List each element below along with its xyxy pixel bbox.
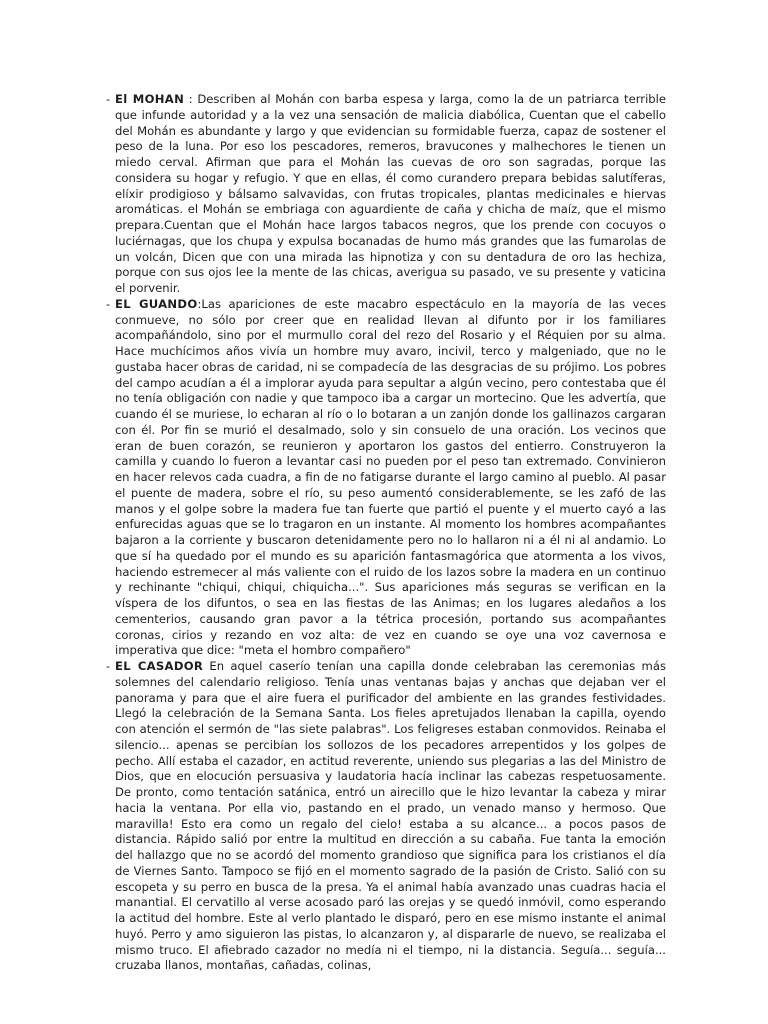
entry-term: EL GUANDO xyxy=(115,296,198,311)
entry-text: En aquel caserío tenían una capilla donde celebraban las ceremonias más solemnes del calendario religioso. Tenía unas ventanas bajas y anchas que dejaban ver el panorama y para que el aire fuera el purificador del ambiente en las grandes festividades. Llegó la celebración de la Semana Santa. Los fieles apretujados llenaban la capilla, oyendo con atención el sermón de "las siete palabras". Los feligreses estaban conmovidos. Reinaba el silencio... apenas se percibían los sollozos de los pecadores arrepentidos y los golpes de pecho. Allí estaba el cazador, en actitud reverente, uniendo sus plegarias a las del Ministro de Dios, que en elocución persuasiva y laudatoria hacía inclinar las cabezas respetuosamente. De pronto, como tentación satánica, entró un airecillo que le hizo levantar la cabeza y mirar hacia la ventana. Por ella vio, pastando en el prado, un venado manso y hermoso. Que maravilla! Esto era como un regalo del cielo! estaba a su alcance... a pocos pasos de distancia. Rápido salió por entre la multitud en dirección a su cabaña. Fue tanta la emoción del hallazgo que no se acordó del momento grandioso que significa para los cristianos el día de Viernes Santo. Tampoco se fijó en el momento sagrado de la pasión de Cristo. Salió con su escopeta y su perro en busca de la presa. Ya el animal había avanzado unas cuadras hacia el manantial. El cervatillo al verse acosado paró las orejas y se quedó inmóvil, como esperando la actitud del hombre. Este al verlo plantado le disparó, pero en ese mismo instante el animal huyó. Perro y amo siguieron las pistas, lo alcanzaron y, al dispararle de nuevo, se realizaba el mismo truco. El afiebrado cazador no medía ni el tiempo, ni la distancia. Seguía... seguía... cruzaba llanos, montañas, cañadas, colinas, xyxy=(115,659,666,973)
bullet: - xyxy=(106,296,111,311)
bullet: - xyxy=(106,92,111,106)
entry-el-mohan xyxy=(106,92,666,297)
entry-separator: : xyxy=(184,92,198,106)
entry-separator: : xyxy=(197,296,202,311)
entry-term: EL CASADOR xyxy=(115,659,204,673)
document-page xyxy=(106,92,666,974)
entry-text: Describen al Mohán con barba espesa y larga, como la de un patriarca terrible que infunde autoridad y a la vez una sensación de malicia diabólica, Cuentan que el cabello del Mohán es abundante y largo y que evidencian su formidable fuerza, capaz de sostener el peso de la luna. Por eso los pescadores, remeros, bravucones y malhechores le tienen un miedo cerval. Afirman que para el Mohán las cuevas de oro son sagradas, porque las considera su hogar y refugio. Y que en ellas, él como curandero prepara bebidas salutíferas, elíxir prodigioso y bálsamo salvavidas, con frutas tropicales, plantas medicinales e hiervas aromáticas. el Mohán se embriaga con aguardiente de caña y chicha de maíz, que el mismo prepara.Cuentan que el Mohán hace largos tabacos negros, que los prende con cocuyos o luciérnagas, que los chupa y expulsa bocanadas de humo más grandes que las fumarolas de un volcán, Dicen que con una mirada las hipnotiza y con su dentadura de oro las hechiza, porque con sus ojos lee la mente de las chicas, averigua su pasado, ve su presente y vaticina el porvenir. xyxy=(115,92,667,295)
entry-term: El MOHAN xyxy=(115,92,185,106)
entry-text: Las apariciones de este macabro espectáculo en la mayoría de las veces conmueve, no sólo por creer que en realidad llevan al difunto por ir los familiares acompañándolo, sino por el murmullo coral del rezo del Rosario y el Réquien por su alma. Hace muchícimos años vivía un hombre muy avaro, incivil, terco y malgeniado, que no le gustaba hacer obras de caridad, ni se compadecía de las desgracias de su prójimo. Los pobres del campo acudían a él a implorar ayuda para sepultar a algún vecino, pero contestaba que él no tenía obligación con nadie y que tampoco iba a cargar un mortecino. Que les advertía, que cuando él se muriese, lo echaran al río o lo botaran a un zanjón donde los gallinazos cargaran con él. Por fin se murió el desalmado, solo y sin consuelo de una oración. Los vecinos que eran de buen corazón, se reunieron y aportaron los gastos del entierro. Construyeron la camilla y cuando lo fueron a levantar casi no pueden por el peso tan extremado. Convinieron en hacer relevos cada cuadra, a fin de no fatigarse durante el largo camino al pueblo. Al pasar el puente de madera, sobre el río, su peso aumentó considerablemente, se les zafó de las manos y el golpe sobre la madera fue tan fuerte que partió el puente y el muerto cayó a las enfurecidas aguas que se lo tragaron en un instante. Al momento los hombres acompañantes bajaron a la corriente y buscaron detenidamente pero no lo hallaron ni a él ni al andamio. Lo que sí ha quedado por el mundo es su aparición fantasmagórica que atormenta a los vivos, haciendo estremecer al más valiente con el ruido de los lazos sobre la madera en un continuo y rechinante "chiqui, chiqui, chiquicha...". Sus apariciones más seguras se verifican en la víspera de los difuntos, o sea en las fiestas de las Animas; en los lugares aledaños a los cementerios, causando gran pavor a la tétrica procesión, portando sus acompañantes coronas, cirios y rezando en voz alta: de vez en cuando se oye una voz cavernosa e imperativa que dice: "meta el hombro compañero" xyxy=(115,296,666,658)
bullet: - xyxy=(106,659,111,673)
entry-el-guando xyxy=(106,297,666,659)
entry-el-casador xyxy=(106,659,666,974)
